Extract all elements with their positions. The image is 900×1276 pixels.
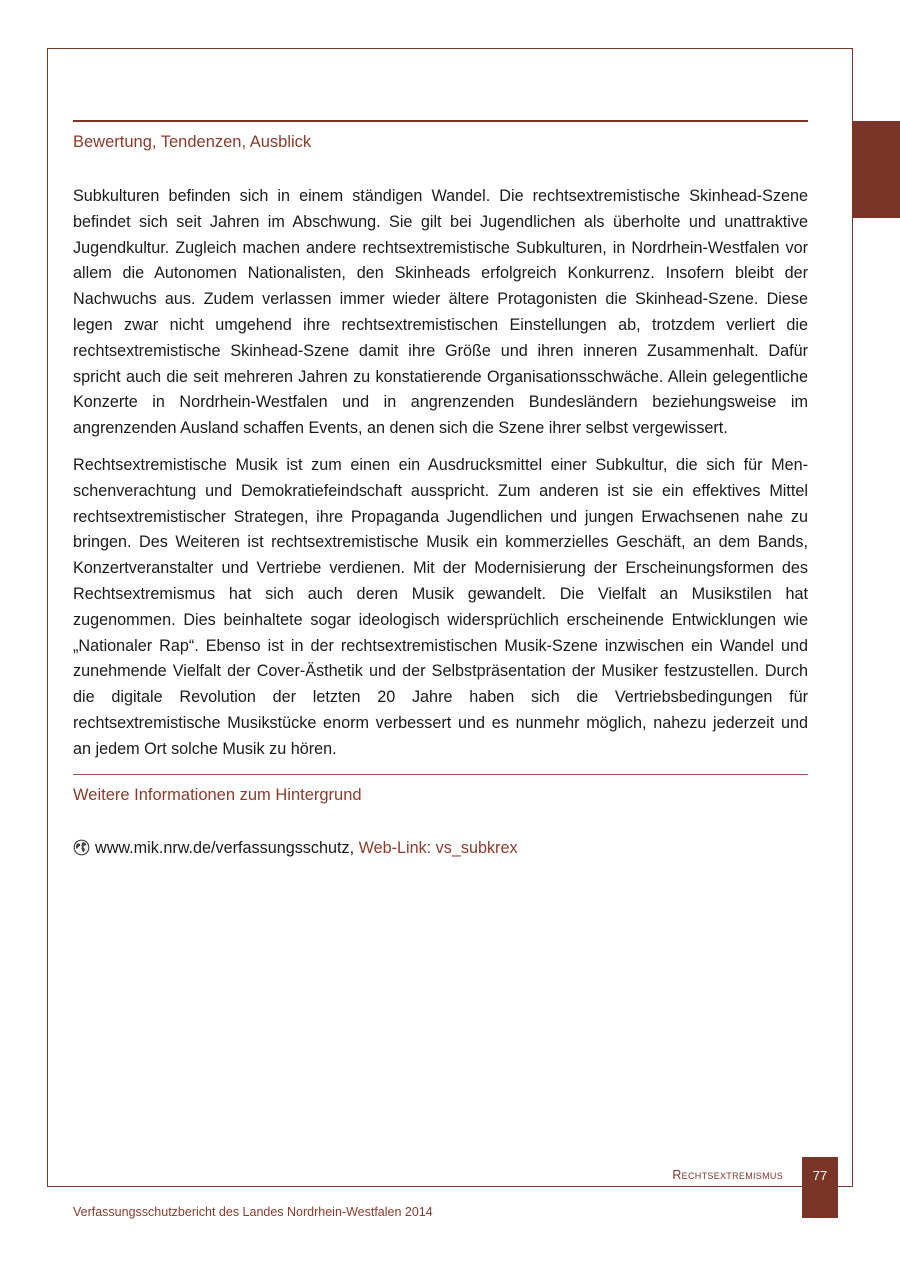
page-number: 77 xyxy=(812,1168,828,1183)
publication-footer: Verfassungsschutzbericht des Landes Nordrhein-Westfalen 2014 xyxy=(73,1205,433,1219)
chapter-side-tab xyxy=(853,121,900,218)
body-paragraph-1: Subkulturen befinden sich in einem ständigen Wandel. Die rechtsextremistische Skinhead-Szene befindet sich seit Jahren im Abschwung. Sie gilt bei Jugendlichen als überholte und unattraktive Jugendkultur. Zugleich machen andere rechtsextremistische Subkulturen, in Nordrhein-Westfalen vor allem die Autonomen Nationalisten, den Skinheads erfolgreich Konkurrenz. Insofern bleibt der Nachwuchs aus. Zudem verlassen immer wieder ältere Protagonisten die Skinhead-Szene. Diese legen zwar nicht umgehend ihre rechtsextremistischen Einstellungen ab, trotzdem verliert die rechtsextremistische Skinhead-Szene damit ihre Größe und ihren inneren Zusammenhalt. Dafür spricht auch die seit mehreren Jahren zu konstatierende Organisationsschwäche. Allein gelegentliche Konzerte in Nordrhein-Westfalen und in angrenzenden Bundesländern beziehungsweise im angrenzenden Ausland schaffen Events, an denen sich die Szene ihrer selbst vergewissert. xyxy=(73,187,808,438)
section-divider xyxy=(73,774,808,775)
web-link-line xyxy=(73,838,808,858)
main-content xyxy=(73,120,808,858)
globe-icon xyxy=(73,839,90,856)
web-link-label[interactable]: Web-Link: vs_subkrex xyxy=(358,838,518,857)
section-heading-weitere-informationen: Weitere Informationen zum Hintergrund xyxy=(73,785,362,804)
section-heading-bewertung: Bewertung, Tendenzen, Ausblick xyxy=(73,133,312,151)
body-paragraph-2: Rechtsextremistische Musik ist zum einen ein Ausdrucksmittel einer Subkultur, die sich für Menschenverachtung und Demokratiefeindschaft ausspricht. Zum anderen ist sie ein effektives Mittel rechtsextremistischer Strategen, ihre Propaganda Jugendlichen und jungen Erwachsenen nahe zu bringen. Des Weiteren ist rechtsextremistische Musik ein kommerzielles Geschäft, an dem Bands, Konzertveranstalter und Vertriebe verdienen. Mit der Modernisierung der Erscheinungsformen des Rechtsextremismus hat sich auch deren Musik gewandelt. Die Vielfalt an Musikstilen hat zugenommen. Dies beinhaltete sogar ideologisch widersprüchlich erscheinende Entwicklungen wie „Nationaler Rap“. Ebenso ist in der rechtsextremistischen Musik-Szene inzwischen ein Wandel und zunehmende Vielfalt der Cover-Ästhetik und der Selbstpräsentation der Musiker festzustellen. Durch die digitale Revolution der letzten 20 Jahre haben sich die Vertriebsbedingungen für rechtsextremistische Musikstücke enorm verbessert und es nunmehr möglich, nahezu jederzeit und an jedem Ort solche Musik zu hören. xyxy=(73,455,808,758)
chapter-label: Rechtsextremismus xyxy=(672,1168,783,1182)
section-divider xyxy=(73,120,808,122)
page-number-box xyxy=(802,1157,838,1218)
web-link-url[interactable]: www.mik.nrw.de/verfassungsschutz, xyxy=(95,838,355,857)
